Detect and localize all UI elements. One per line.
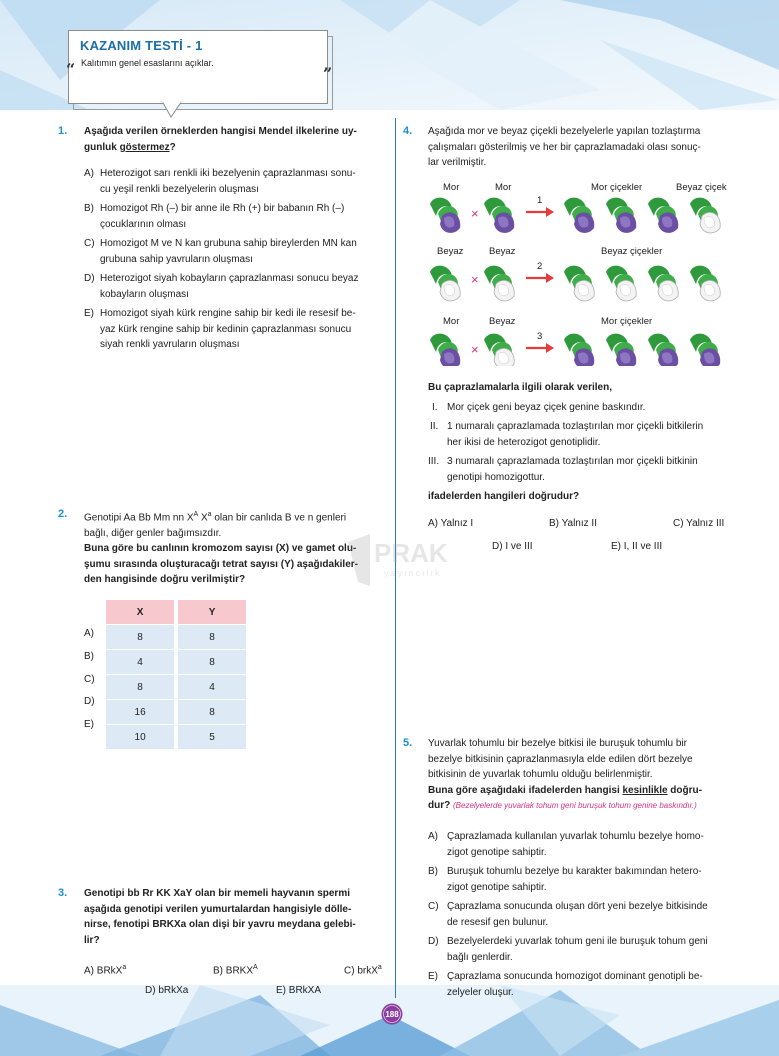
page-number: 188 bbox=[385, 1010, 399, 1020]
col-header-x: X bbox=[106, 600, 174, 625]
row1-parent2-label: Mor bbox=[495, 182, 512, 193]
question-3-stem: Genotipi bb Rr KK XaY olan bir memeli hayvanın spermi aşağıda genotipi verilen yumurtalardan hangisiyle dölle- nirse, fenotipi BRKXa olan dişi bir yavru meydana gelebi- lir? bbox=[84, 888, 356, 946]
q4-option-c[interactable]: C) Yalnız III bbox=[673, 518, 725, 529]
q4-option-b[interactable]: B) Yalnız II bbox=[549, 518, 597, 529]
table-row: 16 8 bbox=[106, 700, 246, 725]
table-row: 8 4 bbox=[106, 675, 246, 700]
q3-option-a[interactable]: A) BRkX$^a$ bbox=[84, 964, 127, 977]
q5-option-c[interactable]: C) Çaprazlama sonucunda oluşan dört yeni bezelye bitkisinde de resesif gen bulunur. bbox=[428, 901, 708, 928]
flower-cross-figure bbox=[428, 190, 740, 366]
page-number-badge bbox=[381, 1003, 403, 1025]
table-row: 4 8 bbox=[106, 650, 246, 675]
q4-statement-3: III. 3 numaralı çaprazlamada tozlaştırılan mor çiçekli bitkinin genotipi homozigottur. bbox=[428, 456, 698, 483]
row3-parent1-label: Mor bbox=[443, 316, 460, 327]
table-row: 8 8 bbox=[106, 625, 246, 650]
test-subtitle: Kalıtımın genel esaslarını açıklar. bbox=[81, 58, 214, 68]
table-row: 10 5 bbox=[106, 725, 246, 750]
row2-parent1-label: Beyaz bbox=[437, 246, 464, 257]
q3-option-d[interactable]: D) bRkXa bbox=[145, 985, 189, 996]
q5-option-b[interactable]: B) Buruşuk tohumlu bezelye bu karakter bakımından hetero- zigot genotipe sahiptir. bbox=[428, 866, 702, 893]
q4-option-d[interactable]: D) I ve III bbox=[492, 541, 533, 552]
col-header-y: Y bbox=[178, 600, 246, 625]
watermark-main-text: PRAK bbox=[374, 538, 448, 568]
q2-option-d-label[interactable]: D) bbox=[84, 696, 95, 707]
row1-parent1-label: Mor bbox=[443, 182, 460, 193]
row1-result-label: Mor çiçekler bbox=[591, 182, 643, 193]
q5-option-a[interactable]: A) Çaprazlamada kullanılan yuvarlak tohumlu bezelye homo- zigot genotipe sahiptir. bbox=[428, 831, 704, 858]
q2-option-a-label[interactable]: A) bbox=[84, 628, 94, 639]
question-4-number: 4. bbox=[403, 125, 413, 137]
question-2-stem: Genotipi Aa Bb Mm nn $X^A$ $X^a$ olan bir canlıda B ve n genleri bağlı, diğer genler bağımsızdır. Buna göre bu canlının kromozom sayısı (X) ve gamet olu- şumu sırasında oluşturacağı tetrat sayısı (Y) aşağıdakiler- den hangisinde doğru verilmiştir? bbox=[84, 511, 358, 586]
row1-result2-label: Beyaz çiçek bbox=[676, 182, 727, 193]
question-4-stem: Aşağıda mor ve beyaz çiçekli bezelyelerle yapılan tozlaştırma çalışmaları gösterilmiş ve her bir çaprazlamadaki olası sonuç- lar verilmiştir. bbox=[428, 126, 701, 168]
q1-option-c[interactable]: C) Homozigot M ve N kan grubuna sahip bireylerden MN kan grubuna sahip yavruların oluşması bbox=[84, 238, 357, 265]
q1-option-e[interactable]: E) Homozigot siyah kürk rengine sahip bir kedi ile resesif be- yaz kürk rengine sahip bir kedinin çaprazlanması sonucu siyah renkli yavruların oluşması bbox=[84, 308, 356, 350]
row1-cross-sign: × bbox=[471, 206, 479, 221]
open-quote: “ bbox=[66, 60, 76, 79]
row1-cross-number: 1 bbox=[537, 195, 543, 206]
question-1-number: 1. bbox=[58, 125, 68, 137]
q2-option-c-label[interactable]: C) bbox=[84, 674, 95, 685]
row3-cross-sign: × bbox=[471, 342, 479, 357]
q4-option-a[interactable]: A) Yalnız I bbox=[428, 518, 474, 529]
q1-option-b[interactable]: B) Homozigot Rh (–) bir anne ile Rh (+) bir babanın Rh (–) çocuklarının olması bbox=[84, 203, 345, 230]
answer-table bbox=[106, 600, 246, 749]
row3-parent2-label: Beyaz bbox=[489, 316, 516, 327]
question-5-number: 5. bbox=[403, 737, 413, 749]
watermark-sub-text: yayıncılık bbox=[384, 568, 442, 578]
q5-option-d[interactable]: D) Bezelyelerdeki yuvarlak tohum geni ile buruşuk tohum geni bağlı genlerdir. bbox=[428, 936, 708, 963]
row2-parent2-label: Beyaz bbox=[489, 246, 516, 257]
q1-option-d[interactable]: D) Heterozigot siyah kobayların çaprazlanması sonucu beyaz kobayların oluşması bbox=[84, 273, 359, 300]
question-3-number: 3. bbox=[58, 887, 68, 899]
q2-option-e-label[interactable]: E) bbox=[84, 719, 94, 730]
row2-cross-sign: × bbox=[471, 272, 479, 287]
question-2-number: 2. bbox=[58, 508, 68, 520]
q3-option-e[interactable]: E) BRkXA bbox=[276, 985, 322, 996]
q4-intro: Bu çaprazlamalarla ilgili olarak verilen, bbox=[428, 382, 612, 393]
question-1-stem: Aşağıda verilen örneklerden hangisi Mendel ilkelerine uy- gunluk göstermez? bbox=[84, 126, 357, 153]
q4-statement-2: II. 1 numaralı çaprazlamada tozlaştırılan mor çiçekli bitkilerin her ikisi de heterozigot genotiplidir. bbox=[430, 421, 704, 448]
q4-question: ifadelerden hangileri doğrudur? bbox=[428, 491, 580, 502]
q4-statement-1: I. Mor çiçek geni beyaz çiçek genine baskındır. bbox=[432, 402, 646, 413]
question-5-stem: Yuvarlak tohumlu bir bezelye bitkisi ile buruşuk tohumlu bir bezelye bitkisinin çaprazlanmasıyla elde edilen dört bezelye bitkisinin de yuvarlak tohumlu olduğu belirlenmiştir. Buna göre aşağıdaki ifadelerden hangisi kesinlikle doğru- dur? (Bezelyelerde yuvarlak tohum geni buruşuk tohum genine baskındır.) bbox=[428, 738, 702, 811]
row3-result-label: Mor çiçekler bbox=[601, 316, 653, 327]
q1-option-a[interactable]: A) Heterozigot sarı renkli iki bezelyenin çaprazlanması sonu- cu yeşil renkli bezelyelerin oluşması bbox=[84, 168, 356, 195]
q5-note: (Bezelyelerde yuvarlak tohum geni buruşuk tohum genine baskındır.) bbox=[453, 801, 697, 810]
row2-result-label: Beyaz çiçekler bbox=[601, 246, 663, 257]
publisher-watermark bbox=[340, 528, 470, 590]
header-box-pointer bbox=[160, 101, 184, 119]
q3-option-c[interactable]: C) brkX$^a$ bbox=[344, 964, 382, 977]
test-title: KAZANIM TESTİ - 1 bbox=[80, 38, 203, 53]
q2-option-b-label[interactable]: B) bbox=[84, 651, 94, 662]
q3-option-b[interactable]: B) $BRKX^A$ bbox=[213, 964, 258, 977]
row3-cross-number: 3 bbox=[537, 331, 543, 342]
q4-option-e[interactable]: E) I, II ve III bbox=[611, 541, 663, 552]
q5-option-e[interactable]: E) Çaprazlama sonucunda homozigot dominant genotipli be- zelyeler oluşur. bbox=[428, 971, 703, 998]
close-quote: ” bbox=[323, 64, 333, 83]
row2-cross-number: 2 bbox=[537, 261, 543, 272]
